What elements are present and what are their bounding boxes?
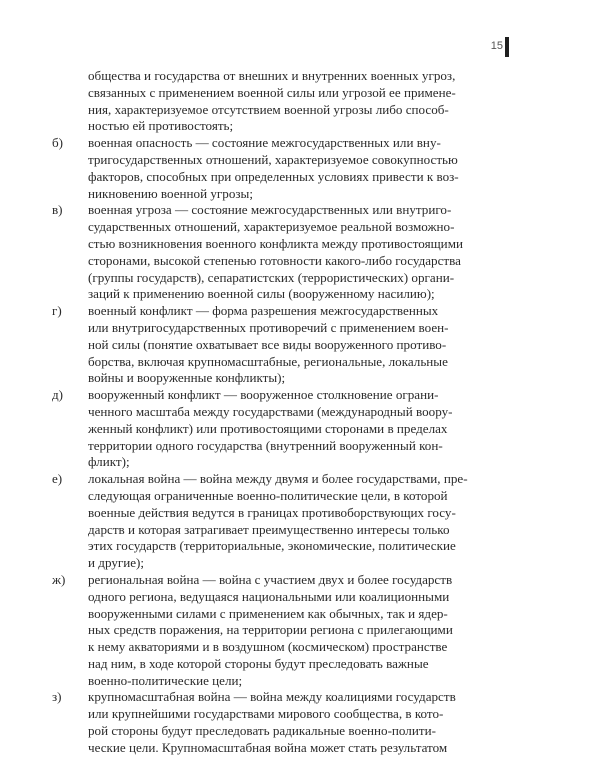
text-line: ной силы (понятие охватывает все виды вооруженного противо- <box>88 336 447 352</box>
list-item-d <box>52 387 520 471</box>
list-marker: е) <box>52 471 63 487</box>
text-line: над ним, в ходе которой стороны будут преследовать важные <box>88 655 429 671</box>
text-line: этих государств (территориальные, экономические, политические <box>88 538 456 554</box>
list-item-z <box>52 689 520 756</box>
text-line: дарств и которая затрагивает преимущественно интересы только <box>88 521 450 537</box>
text-line: рой стороны будут преследовать радикальные военно-полити- <box>88 723 436 739</box>
text-line: следующая ограниченные военно-политические цели, в которой <box>88 487 448 503</box>
text-line: или внутригосударственных противоречий с применением воен- <box>88 319 449 335</box>
list-marker: д) <box>52 387 64 403</box>
text-line: ных средств поражения, на территории региона с прилегающими <box>88 622 453 638</box>
text-line: военная опасность — состояние межгосударственных или вну- <box>88 135 441 151</box>
list-marker: г) <box>52 303 62 319</box>
text-line: тригосударственных отношений, характеризуемое совокупностью <box>88 151 458 167</box>
text-line: заций к применению военной силы (вооруженному насилию); <box>88 286 435 302</box>
text-line: одного региона, ведущаяся национальными или коалиционными <box>88 588 450 604</box>
text-line: (группы государств), сепаратистских (террористических) органи- <box>88 269 455 285</box>
text-line: вооруженными силами с применением как обычных, так и ядер- <box>88 605 448 621</box>
text-line: военная угроза — состояние межгосударственных или внутриго- <box>88 202 452 218</box>
text-line: факторов, способных при определенных условиях привести к воз- <box>88 168 459 184</box>
text-line: и другие); <box>88 555 145 571</box>
text-line: сударственных отношений, характеризуемое реальной возможно- <box>88 219 455 235</box>
text-line: военно-политические цели; <box>88 672 243 688</box>
list-item-e <box>52 471 520 572</box>
text-line: вооруженный конфликт — вооруженное столкновение ограни- <box>88 387 439 403</box>
text-line: связанных с применением военной силы или угрозой ее примене- <box>88 84 456 100</box>
text-line: борства, включая крупномасштабные, региональные, локальные <box>88 353 448 369</box>
list-item-b <box>52 135 520 202</box>
list-item-v <box>52 202 520 303</box>
text-line: к нему акваториями и в воздушном (космическом) пространстве <box>88 639 448 655</box>
text-line: стью возникновения военного конфликта между противостоящими <box>88 235 463 251</box>
text-line: региональная война — война с участием двух и более государств <box>88 571 453 587</box>
text-line: никновению военной угрозы; <box>88 185 253 201</box>
text-line: военный конфликт — форма разрешения межгосударственных <box>88 303 439 319</box>
text-line: военные действия ведутся в границах противоборствующих госу- <box>88 504 456 520</box>
list-marker: з) <box>52 689 62 705</box>
text-line: сторонами, высокой степенью готовности какого-либо государства <box>88 252 461 268</box>
list-item-g <box>52 303 520 387</box>
text-line: войны и вооруженные конфликты); <box>88 370 286 386</box>
text-line: территории одного государства (внутренний вооруженный кон- <box>88 437 443 453</box>
text-line: ния, характеризуемое отсутствием военной угрозы либо способ- <box>88 101 449 117</box>
text-line: женный конфликт) или противостоящими сторонами в пределах <box>88 420 448 436</box>
text-line: или крупнейшими государствами мирового сообщества, в кото- <box>88 706 444 722</box>
text-line: общества и государства от внешних и внутренних военных угроз, <box>88 68 456 83</box>
list-marker: б) <box>52 135 64 151</box>
list-marker: ж) <box>52 571 66 587</box>
text-line: локальная война — война между двумя и более государствами, пре- <box>88 471 468 487</box>
body-text <box>52 68 520 757</box>
page-number-bar <box>505 37 509 57</box>
text-line: ческие цели. Крупномасштабная война может стать результатом <box>88 739 448 755</box>
intro-paragraph <box>88 68 520 135</box>
list-item-zh <box>52 571 520 690</box>
list-marker: в) <box>52 202 63 218</box>
page-number: 15 <box>490 40 503 52</box>
text-line: крупномасштабная война — война между коалициями государств <box>88 689 456 705</box>
text-line: фликт); <box>88 454 130 470</box>
text-line: ченного масштаба между государствами (международный воору- <box>88 403 453 419</box>
text-line: ностью ей противостоять; <box>88 118 234 134</box>
